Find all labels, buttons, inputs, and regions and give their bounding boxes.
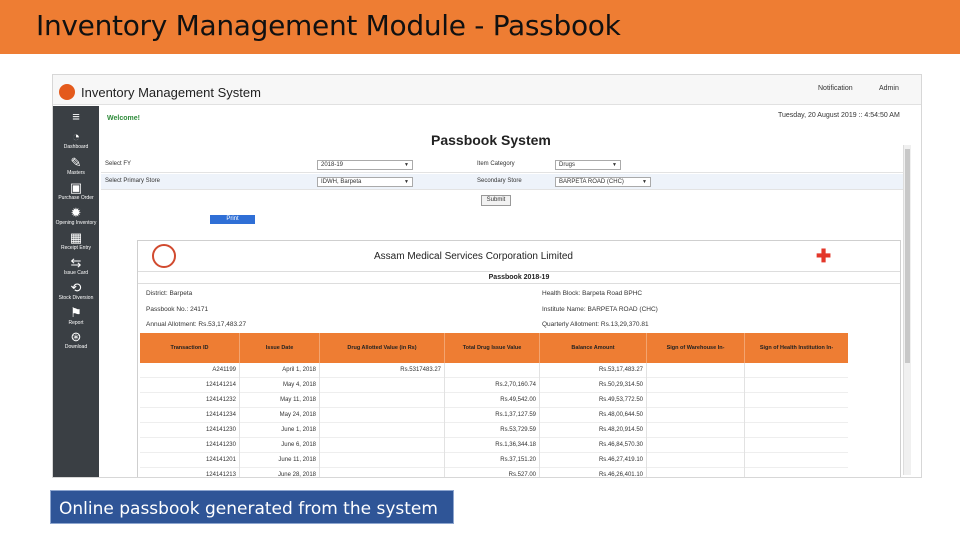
amscl-emblem-icon (152, 244, 176, 268)
print-button[interactable]: Print (210, 215, 255, 224)
table-row (140, 468, 848, 478)
category-label: Item Category (477, 161, 515, 167)
quarterly-allotment-info: Quarterly Allotment: Rs.13,29,370.81 (542, 321, 649, 328)
table-row (140, 393, 848, 408)
chevron-down-icon: ▼ (404, 179, 409, 185)
table-cell (320, 453, 445, 468)
chevron-down-icon: ▼ (612, 162, 617, 168)
column-header: Total Drug Issue Value (445, 333, 540, 363)
menu-toggle-icon[interactable]: ≡ (72, 109, 80, 124)
sidebar-item-download[interactable]: ⊛ Download (53, 330, 99, 351)
table-cell: Rs.37,151.20 (445, 453, 540, 468)
table-cell: Rs.50,29,314.50 (540, 378, 647, 393)
filter-row-2 (101, 174, 909, 190)
slide-title-bar (0, 0, 960, 54)
table-cell (647, 453, 745, 468)
table-cell: June 28, 2018 (240, 468, 320, 478)
table-cell (647, 393, 745, 408)
table-icon: ▦ (69, 230, 83, 245)
submit-button[interactable]: Submit (481, 195, 511, 206)
transfer-icon: ⇆ (70, 255, 82, 270)
table-cell (647, 378, 745, 393)
table-cell (647, 408, 745, 423)
user-menu[interactable]: Admin (879, 85, 899, 92)
diversion-icon: ⟲ (70, 280, 82, 295)
sidebar-item-purchase-order[interactable]: ▣ Purchase Order (53, 181, 99, 202)
table-cell (320, 423, 445, 438)
table-cell (647, 363, 745, 378)
table-cell (320, 438, 445, 453)
table-row (140, 408, 848, 423)
district-info: District: Barpeta (146, 290, 193, 297)
passbook-table-header (140, 333, 848, 363)
welcome-text: Welcome! (107, 115, 140, 122)
table-cell (745, 408, 848, 423)
column-header: Sign of Health Institution In- (759, 345, 834, 351)
notification-menu[interactable]: Notification (818, 85, 853, 92)
medical-cross-icon: ✚ (816, 246, 832, 266)
dashboard-icon: ◔ (72, 129, 80, 144)
table-cell: A241199 (140, 363, 240, 378)
datetime-text: Tuesday, 20 August 2019 :: 4:54:50 AM (778, 112, 900, 119)
sidebar-item-opening-inventory[interactable]: ✹ Opening Inventory (53, 206, 99, 227)
column-header: Issue Date (240, 333, 320, 363)
primary-store-label: Select Primary Store (105, 178, 161, 184)
table-cell (745, 378, 848, 393)
table-row (140, 423, 848, 438)
app-screenshot (52, 74, 922, 478)
column-header: Balance Amount (540, 333, 647, 363)
table-cell: 124141214 (140, 378, 240, 393)
table-cell (745, 438, 848, 453)
category-select[interactable]: Drugs ▼ (555, 160, 621, 170)
scroll-thumb[interactable] (905, 149, 910, 363)
table-cell (320, 468, 445, 478)
table-cell (745, 453, 848, 468)
table-cell: Rs.49,53,772.50 (540, 393, 647, 408)
passbook-number-info: Passbook No.: 24171 (146, 306, 209, 313)
chevron-down-icon: ▼ (642, 179, 647, 185)
sidebar (53, 106, 99, 478)
slide-caption (50, 490, 454, 524)
table-cell: 124141230 (140, 438, 240, 453)
annual-allotment-info: Annual Allotment: Rs.53,17,483.27 (146, 321, 247, 328)
table-cell (647, 468, 745, 478)
table-cell: 124141232 (140, 393, 240, 408)
caption-text: Online passbook generated from the system (59, 499, 438, 519)
table-cell (647, 438, 745, 453)
table-cell: June 6, 2018 (240, 438, 320, 453)
column-header: Drug Allotted Value (in Rs) (320, 333, 445, 363)
table-cell: Rs.527.00 (445, 468, 540, 478)
table-cell: Rs.49,542.00 (445, 393, 540, 408)
scrollbar[interactable] (903, 145, 911, 475)
passbook-document (137, 240, 901, 478)
table-cell: 124141234 (140, 408, 240, 423)
flag-icon: ⚑ (70, 305, 82, 320)
table-cell: Rs.1,36,344.18 (445, 438, 540, 453)
table-cell (745, 468, 848, 478)
table-cell: Rs.48,20,914.50 (540, 423, 647, 438)
table-row (140, 363, 848, 378)
table-cell: Rs.53,729.59 (445, 423, 540, 438)
app-title: Inventory Management System (81, 85, 261, 100)
table-cell: Rs.53,17,483.27 (540, 363, 647, 378)
table-cell (320, 378, 445, 393)
sidebar-item-report[interactable]: ⚑ Report (53, 306, 99, 327)
fy-label: Select FY (105, 161, 132, 167)
sidebar-item-receipt-entry[interactable]: ▦ Receipt Entry (53, 231, 99, 252)
download-icon: ⊛ (70, 329, 82, 344)
app-header (53, 75, 922, 105)
chevron-down-icon: ▼ (404, 162, 409, 168)
table-cell: May 24, 2018 (240, 408, 320, 423)
slide-title: Inventory Management Module - Passbook (36, 9, 621, 42)
table-cell: 124141230 (140, 423, 240, 438)
table-cell: Rs.48,00,644.50 (540, 408, 647, 423)
table-cell: May 11, 2018 (240, 393, 320, 408)
table-row (140, 453, 848, 468)
organization-name: Assam Medical Services Corporation Limited (374, 251, 573, 262)
table-cell: Rs.5317483.27 (320, 363, 445, 378)
table-cell (320, 408, 445, 423)
table-row (140, 438, 848, 453)
institute-info: Institute Name: BARPETA ROAD (CHC) (542, 306, 658, 313)
table-cell: 124141213 (140, 468, 240, 478)
fy-select[interactable]: 2018-19 ▼ (317, 160, 413, 170)
table-cell: Rs.46,26,401.10 (540, 468, 647, 478)
sidebar-item-masters[interactable]: ✎ Masters (53, 156, 99, 177)
table-cell: Rs.1,37,127.59 (445, 408, 540, 423)
passbook-title: Passbook 2018-19 (138, 271, 900, 284)
filter-row-1 (101, 157, 909, 173)
app-logo-icon (59, 84, 75, 100)
table-cell: Rs.46,27,419.10 (540, 453, 647, 468)
table-cell: May 4, 2018 (240, 378, 320, 393)
table-cell: Rs.46,84,570.30 (540, 438, 647, 453)
column-header: Transaction ID (140, 333, 240, 363)
secondary-store-label: Secondary Store (477, 178, 522, 184)
sidebar-item-dashboard[interactable]: ◔ Dashboard (53, 130, 99, 151)
table-cell (745, 393, 848, 408)
table-cell (745, 363, 848, 378)
sidebar-item-issue-card[interactable]: ⇆ Issue Card (53, 256, 99, 277)
table-cell (320, 393, 445, 408)
gear-icon: ✹ (70, 205, 82, 220)
cart-icon: ▣ (69, 180, 83, 195)
table-cell: 124141201 (140, 453, 240, 468)
primary-store-select[interactable]: IDWH, Barpeta ▼ (317, 177, 413, 187)
health-block-info: Health Block: Barpeta Road BPHC (542, 290, 643, 297)
table-cell: April 1, 2018 (240, 363, 320, 378)
table-cell (745, 423, 848, 438)
table-cell: Rs.2,70,160.74 (445, 378, 540, 393)
table-row (140, 378, 848, 393)
wrench-icon: ✎ (70, 155, 82, 170)
page-title: Passbook System (431, 132, 551, 148)
column-header: Sign of Warehouse In- (647, 333, 745, 363)
secondary-store-select[interactable]: BARPETA ROAD (CHC) ▼ (555, 177, 651, 187)
table-cell: June 11, 2018 (240, 453, 320, 468)
table-cell: June 1, 2018 (240, 423, 320, 438)
table-cell (445, 363, 540, 378)
sidebar-item-stock-diversion[interactable]: ⟲ Stock Diversion (53, 281, 99, 302)
table-cell (647, 423, 745, 438)
